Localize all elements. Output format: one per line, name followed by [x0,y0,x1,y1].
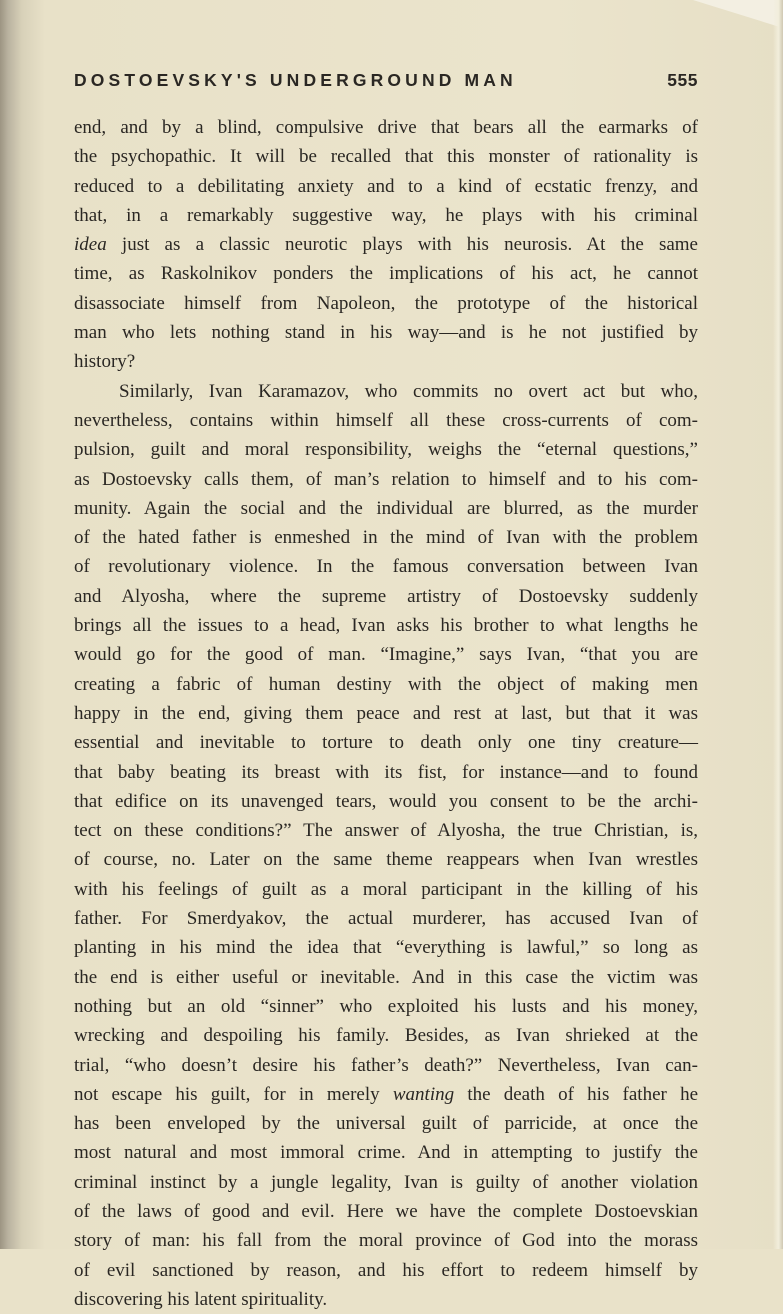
text-line [74,875,698,904]
text-line [74,552,698,581]
text-line [74,259,698,288]
text-line [74,1021,698,1050]
text-segment: criminal instinct by a jungle legality, Ivan is guilty of another violation [74,1171,698,1193]
text-segment: tect on these conditions?” The answer of Alyosha, the true Christian, is, [74,820,698,842]
page-number: 555 [667,70,698,90]
text-line [74,816,698,845]
text-segment: that, in a remarkably suggestive way, he plays with his criminal [74,204,698,226]
text-segment: the psychopathic. It will be recalled that this monster of rationality is [74,146,698,168]
text-line [74,904,698,933]
text-segment: Similarly, Ivan Karamazov, who commits no overt act but who, [119,380,698,402]
text-segment: nothing but an old “sinner” who exploited his lusts and his money, [74,995,698,1017]
text-line [74,347,698,376]
text-segment: history? [74,351,136,373]
text-line [74,758,698,787]
text-segment: not escape his guilt, for in merely [74,1083,393,1105]
text-segment: reduced to a debilitating anxiety and to a kind of ecstatic frenzy, and [74,175,698,197]
text-line [74,1051,698,1080]
text-line [74,640,698,669]
text-line [74,1168,698,1197]
text-segment: end, and by a blind, compulsive drive that bears all the earmarks of [74,117,698,138]
text-segment: discovering his latent spirituality. [74,1288,328,1310]
text-line [74,1109,698,1138]
italic-text: wanting [392,1083,455,1105]
text-line [74,699,698,728]
page-corner [693,0,783,28]
text-segment: wrecking and despoiling his family. Besides, as Ivan shrieked at the [74,1025,698,1047]
text-line [74,1256,698,1285]
text-segment: time, as Raskolnikov ponders the implications of his act, he cannot [74,263,698,285]
text-segment: with his feelings of guilt as a moral participant in the killing of his [74,878,698,900]
text-line [74,201,698,230]
text-segment: of evil sanctioned by reason, and his effort to redeem himself by [74,1259,698,1281]
text-line [74,377,698,406]
text-line [74,113,698,142]
text-segment: of revolutionary violence. In the famous conversation between Ivan [74,556,698,578]
text-line [74,1226,698,1255]
text-line [74,494,698,523]
text-segment: munity. Again the social and the individual are blurred, as the murder [74,497,698,519]
text-line [74,670,698,699]
page-edge [773,0,783,1249]
text-segment: most natural and most immoral crime. And in attempting to justify the [74,1142,698,1164]
text-line [74,1197,698,1226]
text-segment: of the laws of good and evil. Here we have the complete Dostoevskian [74,1200,698,1222]
text-line [74,435,698,464]
text-line [74,728,698,757]
text-segment: the death of his father he [454,1083,698,1105]
text-line [74,406,698,435]
text-segment: has been enveloped by the universal guilt of parricide, at once the [74,1113,698,1135]
text-segment: trial, “who doesn’t desire his father’s death?” Nevertheless, Ivan can- [74,1054,698,1076]
text-segment: that baby beating its breast with its fist, for instance—and to found [74,761,698,783]
text-segment: just as a classic neurotic plays with his neurosis. At the same [106,234,698,256]
text-segment: would go for the good of man. “Imagine,” says Ivan, “that you are [74,644,698,666]
text-line [74,1138,698,1167]
text-line [74,1080,698,1109]
text-segment: that edifice on its unavenged tears, would you consent to be the archi- [74,790,698,812]
text-line [74,318,698,347]
text-segment: creating a fabric of human destiny with the object of making men [74,673,698,695]
text-line [74,582,698,611]
text-segment: nevertheless, contains within himself all these cross-currents of com- [74,409,698,431]
text-segment: father. For Smerdyakov, the actual murderer, has accused Ivan of [74,908,698,930]
text-line [74,172,698,201]
text-line [74,787,698,816]
italic-text: idea [74,234,107,256]
running-head [74,70,698,100]
text-line [74,142,698,171]
text-segment: of the hated father is enmeshed in the mind of Ivan with the problem [74,527,698,549]
text-line [74,523,698,552]
text-segment: as Dostoevsky calls them, of man’s relation to himself and to his com- [74,468,698,490]
text-line [74,465,698,494]
text-line [74,933,698,962]
text-line [74,611,698,640]
text-segment: of course, no. Later on the same theme reappears when Ivan wrestles [74,849,698,871]
text-segment: planting in his mind the idea that “everything is lawful,” so long as [74,937,698,959]
text-segment: brings all the issues to a head, Ivan asks his brother to what lengths he [74,615,698,637]
text-segment: essential and inevitable to torture to death only one tiny creature— [74,732,698,754]
text-segment: happy in the end, giving them peace and rest at last, but that it was [74,702,698,724]
text-segment: disassociate himself from Napoleon, the prototype of the historical [74,292,698,314]
text-segment: story of man: his fall from the moral province of God into the morass [74,1230,698,1252]
running-title: DOSTOEVSKY'S UNDERGROUND MAN [74,70,517,90]
text-line [74,289,698,318]
text-segment: pulsion, guilt and moral responsibility, weighs the “eternal questions,” [74,439,698,461]
text-line [74,963,698,992]
text-line [74,845,698,874]
text-line [74,230,698,259]
text-segment: and Alyosha, where the supreme artistry of Dostoevsky suddenly [74,585,698,607]
text-segment: man who lets nothing stand in his way—and is he not justified by [74,322,698,344]
body-text [74,113,698,1314]
text-segment: the end is either useful or inevitable. And in this case the victim was [74,966,698,988]
text-line [74,1285,698,1314]
text-line [74,992,698,1021]
